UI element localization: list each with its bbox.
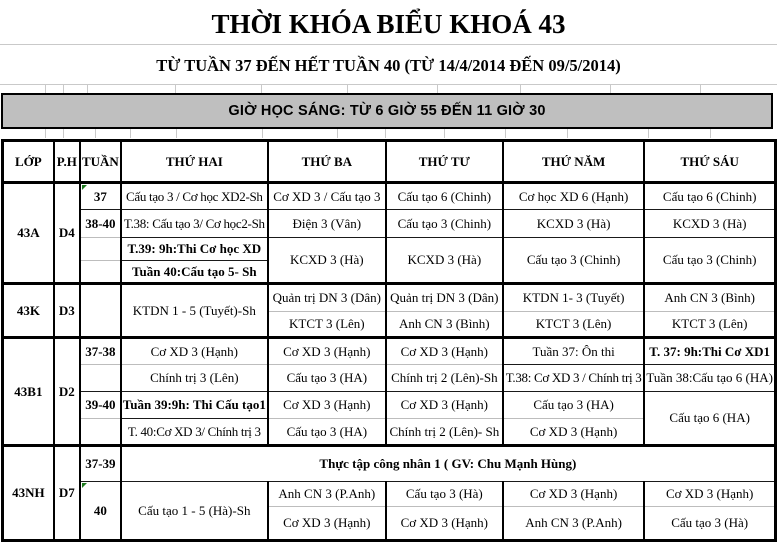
cell-43nh-wed-w40-1[interactable]: Cấu tạo 3 (Hà) <box>386 482 503 507</box>
morning-session-banner: GIỜ HỌC SÁNG: TỪ 6 GIỜ 55 ĐẾN 11 GIỜ 30 <box>1 93 773 129</box>
header-wednesday[interactable]: THỨ TƯ <box>386 141 503 183</box>
cell-43nh-wed-w40-2[interactable]: Cơ XD 3 (Hạnh) <box>386 507 503 541</box>
cell-43b1-tue-w37[interactable]: Cơ XD 3 (Hạnh) <box>268 338 386 365</box>
cell-43a-tue-w37[interactable]: Cơ XD 3 / Cấu tạo 3 <box>268 183 386 210</box>
gridline-tick <box>610 84 611 93</box>
cell-43a-mon-w39-exam[interactable]: T.39: 9h:Thi Cơ học XD <box>121 238 268 261</box>
cell-43b1-thu-w37[interactable]: Tuần 37: Ôn thi <box>503 338 644 365</box>
date-range-subtitle: TỪ TUẦN 37 ĐẾN HẾT TUẦN 40 (TỪ 14/4/2014 ĐẾN 09/5/2014) <box>156 56 621 75</box>
cell-43b1-wed-w40[interactable]: Chính trị 2 (Lên)- Sh <box>386 419 503 446</box>
cell-43k-wed-1[interactable]: Quản trị DN 3 (Dân) <box>386 284 503 312</box>
gridline-tick <box>63 129 64 138</box>
cell-43a-mon-w37[interactable]: Cấu tạo 3 / Cơ học XD2-Sh <box>121 183 268 210</box>
cell-43a-thu-w39-40[interactable]: Cấu tạo 3 (Chinh) <box>503 238 644 284</box>
gridline <box>0 44 777 45</box>
gridline-tick <box>700 84 701 93</box>
cell-43b1-wed-w37[interactable]: Cơ XD 3 (Hạnh) <box>386 338 503 365</box>
cell-43b1-fri-w39-40[interactable]: Cấu tạo 6 (HA) <box>644 392 775 446</box>
header-lop[interactable]: LỚP <box>3 141 54 183</box>
week-cell-empty[interactable] <box>80 238 121 261</box>
cell-43nh-practice[interactable]: Thực tập công nhân 1 ( GV: Chu Mạnh Hùng) <box>121 446 776 482</box>
header-thursday[interactable]: THỨ NĂM <box>503 141 644 183</box>
cell-43a-thu-w38[interactable]: KCXD 3 (Hà) <box>503 210 644 238</box>
empty-grid-row <box>0 129 777 138</box>
row-43b1-w37 <box>3 338 776 365</box>
gridline-tick <box>648 129 649 138</box>
row-43b1-w38 <box>3 365 776 392</box>
header-tuan[interactable]: TUẦN <box>80 141 121 183</box>
class-label-43b1[interactable]: 43B1 <box>3 338 54 446</box>
header-ph[interactable]: P.H <box>54 141 80 183</box>
cell-43b1-tue-w38[interactable]: Cấu tạo 3 (HA) <box>268 365 386 392</box>
header-friday[interactable]: THỨ SÁU <box>644 141 775 183</box>
row-43a-w38-40 <box>3 210 776 238</box>
cell-43a-thu-w37[interactable]: Cơ học XD 6 (Hạnh) <box>503 183 644 210</box>
row-43k-1 <box>3 284 776 312</box>
cell-43a-tue-w39-40[interactable]: KCXD 3 (Hà) <box>268 238 386 284</box>
cell-43nh-thu-w40-1[interactable]: Cơ XD 3 (Hạnh) <box>503 482 644 507</box>
room-43nh[interactable]: D7 <box>54 446 80 541</box>
cell-43nh-thu-w40-2[interactable]: Anh CN 3 (P.Anh) <box>503 507 644 541</box>
cell-43a-tue-w38[interactable]: Điện 3 (Vân) <box>268 210 386 238</box>
cell-43b1-thu-w40[interactable]: Cơ XD 3 (Hạnh) <box>503 419 644 446</box>
room-43a[interactable]: D4 <box>54 183 80 284</box>
cell-43b1-mon-w40[interactable]: T. 40:Cơ XD 3/ Chính trị 3 <box>121 419 268 446</box>
cell-43b1-mon-w37[interactable]: Cơ XD 3 (Hạnh) <box>121 338 268 365</box>
header-tuesday[interactable]: THỨ BA <box>268 141 386 183</box>
gridline-tick <box>505 129 506 138</box>
row-43a-w39 <box>3 238 776 261</box>
cell-43k-tue-1[interactable]: Quản trị DN 3 (Dân) <box>268 284 386 312</box>
cell-43b1-wed-w39[interactable]: Cơ XD 3 (Hạnh) <box>386 392 503 419</box>
week-cell-40[interactable]: 40 <box>80 482 121 541</box>
empty-grid-row <box>0 84 777 93</box>
timetable <box>1 139 777 542</box>
gridline-tick <box>87 84 88 93</box>
row-43nh-w40-1 <box>3 482 776 507</box>
week-cell-38-40[interactable]: 38-40 <box>80 210 121 238</box>
week-cell-39-40[interactable]: 39-40 <box>80 392 121 419</box>
cell-43b1-mon-w39-exam[interactable]: Tuần 39:9h: Thi Cấu tạo1 <box>121 392 268 419</box>
cell-43k-wed-2[interactable]: Anh CN 3 (Bình) <box>386 312 503 338</box>
cell-43nh-tue-w40-2[interactable]: Cơ XD 3 (Hạnh) <box>268 507 386 541</box>
gridline-tick <box>567 129 568 138</box>
cell-43k-tue-2[interactable]: KTCT 3 (Lên) <box>268 312 386 338</box>
gridline-tick <box>262 129 263 138</box>
gridline-tick <box>444 129 445 138</box>
gridline-tick <box>337 129 338 138</box>
cell-43b1-tue-w40[interactable]: Cấu tạo 3 (HA) <box>268 419 386 446</box>
cell-43k-fri-2[interactable]: KTCT 3 (Lên) <box>644 312 775 338</box>
cell-43b1-thu-w39[interactable]: Cấu tạo 3 (HA) <box>503 392 644 419</box>
gridline-tick <box>710 129 711 138</box>
week-cell-empty[interactable] <box>80 261 121 284</box>
cell-43b1-wed-w38[interactable]: Chính trị 2 (Lên)-Sh <box>386 365 503 392</box>
gridline-tick <box>175 84 176 93</box>
class-label-43k[interactable]: 43K <box>3 284 54 338</box>
cell-43k-mon[interactable]: KTDN 1 - 5 (Tuyết)-Sh <box>121 284 268 338</box>
gridline-tick <box>45 129 46 138</box>
cell-43b1-fri-w37-exam[interactable]: T. 37: 9h:Thi Cơ XD1 <box>644 338 775 365</box>
comment-marker-icon <box>82 185 87 190</box>
room-43b1[interactable]: D2 <box>54 338 80 446</box>
cell-43a-fri-w37[interactable]: Cấu tạo 6 (Chinh) <box>644 183 775 210</box>
cell-43b1-thu-w38[interactable]: T.38: Cơ XD 3 / Chính trị 3 <box>503 365 644 392</box>
cell-43a-wed-w39-40[interactable]: KCXD 3 (Hà) <box>386 238 503 284</box>
cell-43b1-mon-w38[interactable]: Chính trị 3 (Lên) <box>121 365 268 392</box>
cell-43a-wed-w38[interactable]: Cấu tạo 3 (Chinh) <box>386 210 503 238</box>
class-label-43a[interactable]: 43A <box>3 183 54 284</box>
cell-43a-mon-w38[interactable]: T.38: Cấu tạo 3/ Cơ học2-Sh <box>121 210 268 238</box>
cell-43a-mon-w40[interactable]: Tuần 40:Cấu tạo 5- Sh <box>121 261 268 284</box>
cell-43a-wed-w37[interactable]: Cấu tạo 6 (Chinh) <box>386 183 503 210</box>
cell-43nh-fri-w40-2[interactable]: Cấu tạo 3 (Hà) <box>644 507 775 541</box>
week-cell-37-38[interactable]: 37-38 <box>80 338 121 365</box>
header-monday[interactable]: THỨ HAI <box>121 141 268 183</box>
cell-43b1-tue-w39[interactable]: Cơ XD 3 (Hạnh) <box>268 392 386 419</box>
gridline-tick <box>520 84 521 93</box>
row-43a-w37 <box>3 183 776 210</box>
cell-43b1-fri-w38[interactable]: Tuần 38:Cấu tạo 6 (HA) <box>644 365 775 392</box>
room-43k[interactable]: D3 <box>54 284 80 338</box>
week-cell-empty[interactable] <box>80 284 121 338</box>
gridline-tick <box>95 129 96 138</box>
week-cell-empty[interactable] <box>80 365 121 392</box>
gridline-tick <box>347 84 348 93</box>
cell-43a-fri-w39-40[interactable]: Cấu tạo 3 (Chinh) <box>644 238 775 284</box>
gridline-tick <box>63 84 64 93</box>
cell-43nh-tue-w40-1[interactable]: Anh CN 3 (P.Anh) <box>268 482 386 507</box>
cell-43k-fri-1[interactable]: Anh CN 3 (Bình) <box>644 284 775 312</box>
gridline-tick <box>385 129 386 138</box>
gridline-tick <box>130 129 131 138</box>
cell-43nh-fri-w40-1[interactable]: Cơ XD 3 (Hạnh) <box>644 482 775 507</box>
gridline-tick <box>45 84 46 93</box>
class-label-43nh[interactable]: 43NH <box>3 446 54 541</box>
header-row <box>3 141 776 183</box>
week-cell-empty[interactable] <box>80 419 121 446</box>
week-cell-37[interactable]: 37 <box>80 183 121 210</box>
cell-43nh-mon-w40[interactable]: Cấu tạo 1 - 5 (Hà)-Sh <box>121 482 268 541</box>
cell-43k-thu-2[interactable]: KTCT 3 (Lên) <box>503 312 644 338</box>
row-43nh-practice <box>3 446 776 482</box>
comment-marker-icon <box>82 483 87 488</box>
week-cell-37-39[interactable]: 37-39 <box>80 446 121 482</box>
cell-43k-thu-1[interactable]: KTDN 1- 3 (Tuyết) <box>503 284 644 312</box>
page-title: THỜI KHÓA BIỂU KHOÁ 43 <box>211 9 566 39</box>
gridline-tick <box>437 84 438 93</box>
cell-43a-fri-w38[interactable]: KCXD 3 (Hà) <box>644 210 775 238</box>
gridline-tick <box>176 129 177 138</box>
gridline-tick <box>261 84 262 93</box>
row-43b1-w39 <box>3 392 776 419</box>
